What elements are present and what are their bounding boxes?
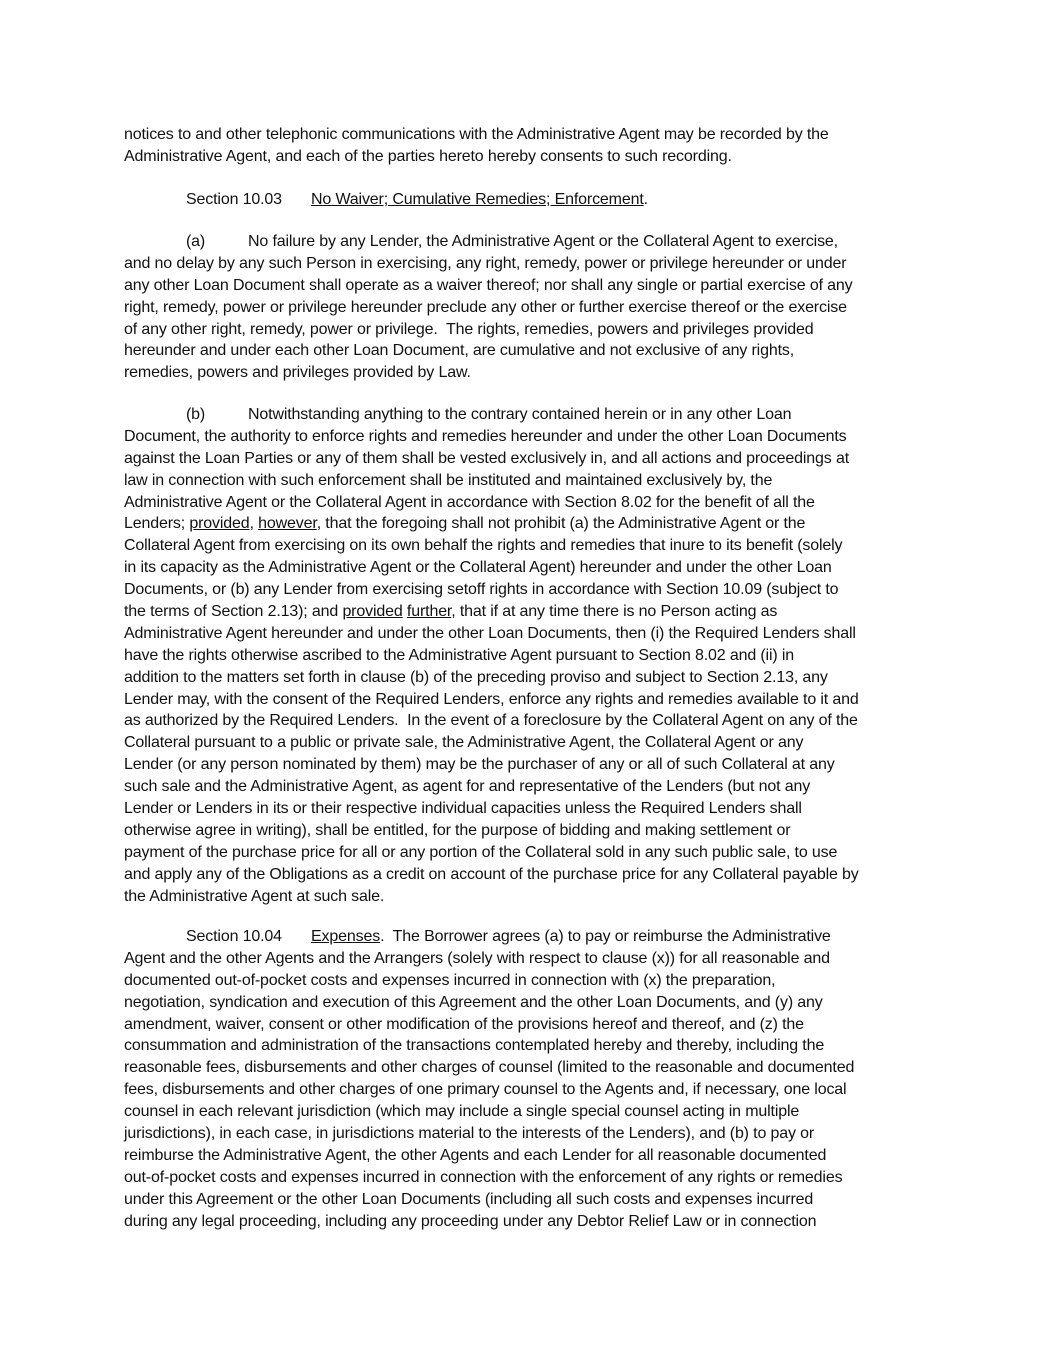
- text-segment: right, remedy, power or privilege hereunder preclude any other or further exercise thereof or the exercise: [124, 298, 847, 316]
- text-segment: and apply any of the Obligations as a credit on account of the purchase price for any Collateral payable by: [124, 865, 859, 883]
- text-line: [124, 820, 944, 842]
- text-segment: Administrative Agent, and each of the parties hereto hereby consents to such recording.: [124, 147, 732, 165]
- text-segment: reasonable fees, disbursements and other charges of counsel (limited to the reasonable and documented: [124, 1059, 855, 1077]
- underlined-term: provided: [342, 603, 403, 621]
- text-segment: Administrative Agent or the Collateral Agent in accordance with Section 8.02 for the benefit of all the: [124, 493, 815, 511]
- text-line: [124, 146, 944, 168]
- text-segment: against the Loan Parties or any of them shall be vested exclusively in, and all actions and proceedings at: [124, 449, 849, 467]
- text-segment: reimburse the Administrative Agent, the other Agents and each Lender for all reasonable documented: [124, 1146, 827, 1164]
- text-line: [124, 362, 944, 384]
- text-line: [124, 1101, 944, 1123]
- text-line: [124, 1189, 944, 1211]
- text-segment: Collateral Agent from exercising on its own behalf the rights and remedies that inure to its benefit (solely: [124, 537, 843, 555]
- paragraph-b: [124, 404, 944, 907]
- section-10-03-heading: [124, 189, 944, 211]
- text-segment: Notwithstanding anything to the contrary contained herein or in any other Loan: [248, 406, 792, 423]
- text-line: [124, 231, 944, 253]
- text-line: [124, 886, 944, 908]
- section-number: Section 10.04: [186, 928, 282, 945]
- text-segment: hereunder and under each other Loan Document, are cumulative and not exclusive of any rights,: [124, 342, 795, 360]
- text-line: [124, 710, 944, 732]
- text-line: [124, 1123, 944, 1145]
- paragraph-intro: [124, 124, 944, 168]
- text-line: [124, 601, 944, 623]
- text-line: [124, 1211, 944, 1233]
- section-title-period: .: [643, 191, 648, 208]
- text-line: [124, 842, 944, 864]
- text-segment: addition to the matters set forth in clause (b) of the preceding proviso and subject to Section 2.13, any: [124, 668, 828, 686]
- text-line: [124, 253, 944, 275]
- text-line: [124, 948, 944, 970]
- text-line: [124, 275, 944, 297]
- text-segment: and no delay by any such Person in exercising, any right, remedy, power or privilege hereunder or under: [124, 254, 847, 272]
- text-segment: Lender may, with the consent of the Required Lenders, enforce any rights and remedies available to it and: [124, 690, 859, 708]
- text-line: [124, 689, 944, 711]
- text-line: [124, 297, 944, 319]
- text-segment: have the rights otherwise ascribed to the Administrative Agent pursuant to Section 8.02 and (ii) in: [124, 646, 794, 664]
- clause-label: (a): [186, 233, 206, 250]
- text-line: [124, 557, 944, 579]
- text-segment: Lender (or any person nominated by them) may be the purchaser of any or all of such Collateral at any: [124, 756, 835, 774]
- text-segment: No failure by any Lender, the Administrative Agent or the Collateral Agent to exercise,: [248, 233, 838, 250]
- section-10-04: [124, 926, 944, 1232]
- text-line: [124, 513, 944, 535]
- text-line: [124, 667, 944, 689]
- text-line: [124, 1035, 944, 1057]
- heading-line: [124, 189, 944, 211]
- text-line: [124, 864, 944, 886]
- text-segment: the Administrative Agent at such sale.: [124, 887, 385, 905]
- text-line: [124, 754, 944, 776]
- text-segment: Agent and the other Agents and the Arrangers (solely with respect to clause (x)) for all reasonable and: [124, 949, 830, 967]
- text-line: [124, 970, 944, 992]
- text-line: [124, 319, 944, 341]
- text-line: [124, 992, 944, 1014]
- text-segment: in its capacity as the Administrative Agent or the Collateral Agent) hereunder and under the other Loan: [124, 559, 832, 577]
- text-line: [124, 426, 944, 448]
- text-segment: Collateral pursuant to a public or private sale, the Administrative Agent, the Collateral Agent or any: [124, 734, 804, 752]
- text-segment: during any legal proceeding, including any proceeding under any Debtor Relief Law or in connection: [124, 1212, 817, 1230]
- text-segment: such sale and the Administrative Agent, as agent for and representative of the Lenders (but not any: [124, 778, 811, 796]
- text-segment: jurisdictions), in each case, in jurisdictions material to the interests of the Lenders), and (b) to pay or: [124, 1125, 815, 1143]
- text-segment: amendment, waiver, consent or other modification of the provisions hereof and thereof, and (z) the: [124, 1015, 804, 1033]
- text-line: [124, 623, 944, 645]
- text-segment: as authorized by the Required Lenders. In the event of a foreclosure by the Collateral Agent on any of the: [124, 712, 858, 730]
- text-line: [124, 798, 944, 820]
- text-segment: payment of the purchase price for all or any portion of the Collateral sold in any such public sale, to use: [124, 843, 838, 861]
- text-segment: otherwise agree in writing), shall be entitled, for the purpose of bidding and making settlement or: [124, 821, 791, 839]
- section-text: . The Borrower agrees (a) to pay or reimburse the Administrative: [380, 928, 831, 945]
- text-segment: Documents, or (b) any Lender from exercising setoff rights in accordance with Section 10.09 (subject to: [124, 581, 839, 599]
- text-line: [124, 470, 944, 492]
- text-line: [124, 492, 944, 514]
- paragraph-a: [124, 231, 944, 384]
- text-line: [124, 340, 944, 362]
- text-line: [124, 732, 944, 754]
- text-segment: , that the foregoing shall not prohibit (a) the Administrative Agent or the: [316, 515, 806, 533]
- text-segment: Lenders;: [124, 515, 190, 533]
- text-line: [124, 1167, 944, 1189]
- heading-line: [124, 926, 944, 948]
- underlined-term: provided: [189, 515, 250, 533]
- text-segment: Document, the authority to enforce rights and remedies hereunder and under the other Loan Documents: [124, 427, 847, 445]
- text-line: [124, 1079, 944, 1101]
- text-segment: ,: [249, 515, 259, 533]
- text-segment: consummation and administration of the transactions contemplated hereby and thereby, including the: [124, 1037, 825, 1055]
- text-segment: documented out-of-pocket costs and expenses incurred in connection with (x) the preparation,: [124, 971, 776, 989]
- text-line: [124, 535, 944, 557]
- text-segment: remedies, powers and privileges provided by Law.: [124, 364, 471, 382]
- text-segment: notices to and other telephonic communications with the Administrative Agent may be recorded by the: [124, 126, 829, 143]
- section-title: No Waiver; Cumulative Remedies; Enforcement: [311, 191, 644, 208]
- text-segment: the terms of Section 2.13); and: [124, 603, 343, 621]
- text-line: [124, 448, 944, 470]
- underlined-term: however: [258, 515, 317, 533]
- text-segment: under this Agreement or the other Loan Documents (including all such costs and expenses incurred: [124, 1190, 814, 1208]
- text-segment: fees, disbursements and other charges of one primary counsel to the Agents and, if necessary, one local: [124, 1081, 847, 1099]
- text-line: [124, 124, 944, 146]
- text-line: [124, 776, 944, 798]
- text-segment: , that if at any time there is no Person acting as: [451, 603, 778, 621]
- text-segment: any other Loan Document shall operate as a waiver thereof; nor shall any single or partial exercise of any: [124, 276, 853, 294]
- text-line: [124, 1145, 944, 1167]
- section-title: Expenses: [311, 928, 381, 945]
- text-segment: of any other right, remedy, power or privilege. The rights, remedies, powers and privileges provided: [124, 320, 814, 338]
- text-line: [124, 645, 944, 667]
- text-segment: negotiation, syndication and execution of this Agreement and the other Loan Documents, and (y) any: [124, 993, 823, 1011]
- text-line: [124, 1057, 944, 1079]
- text-segment: counsel in each relevant jurisdiction (which may include a single special counsel acting in multiple: [124, 1103, 800, 1121]
- text-segment: out-of-pocket costs and expenses incurred in connection with the enforcement of any rights or remedies: [124, 1168, 843, 1186]
- text-line: [124, 404, 944, 426]
- section-number: Section 10.03: [186, 191, 282, 208]
- underlined-term: further: [406, 603, 452, 621]
- text-segment: Lender or Lenders in its or their respective individual capacities unless the Required Lenders shall: [124, 800, 802, 818]
- clause-label: (b): [186, 406, 206, 423]
- text-line: [124, 1014, 944, 1036]
- text-segment: law in connection with such enforcement shall be instituted and maintained exclusively by, the: [124, 471, 773, 489]
- text-segment: Administrative Agent hereunder and under the other Loan Documents, then (i) the Required Lenders shall: [124, 624, 856, 642]
- text-line: [124, 579, 944, 601]
